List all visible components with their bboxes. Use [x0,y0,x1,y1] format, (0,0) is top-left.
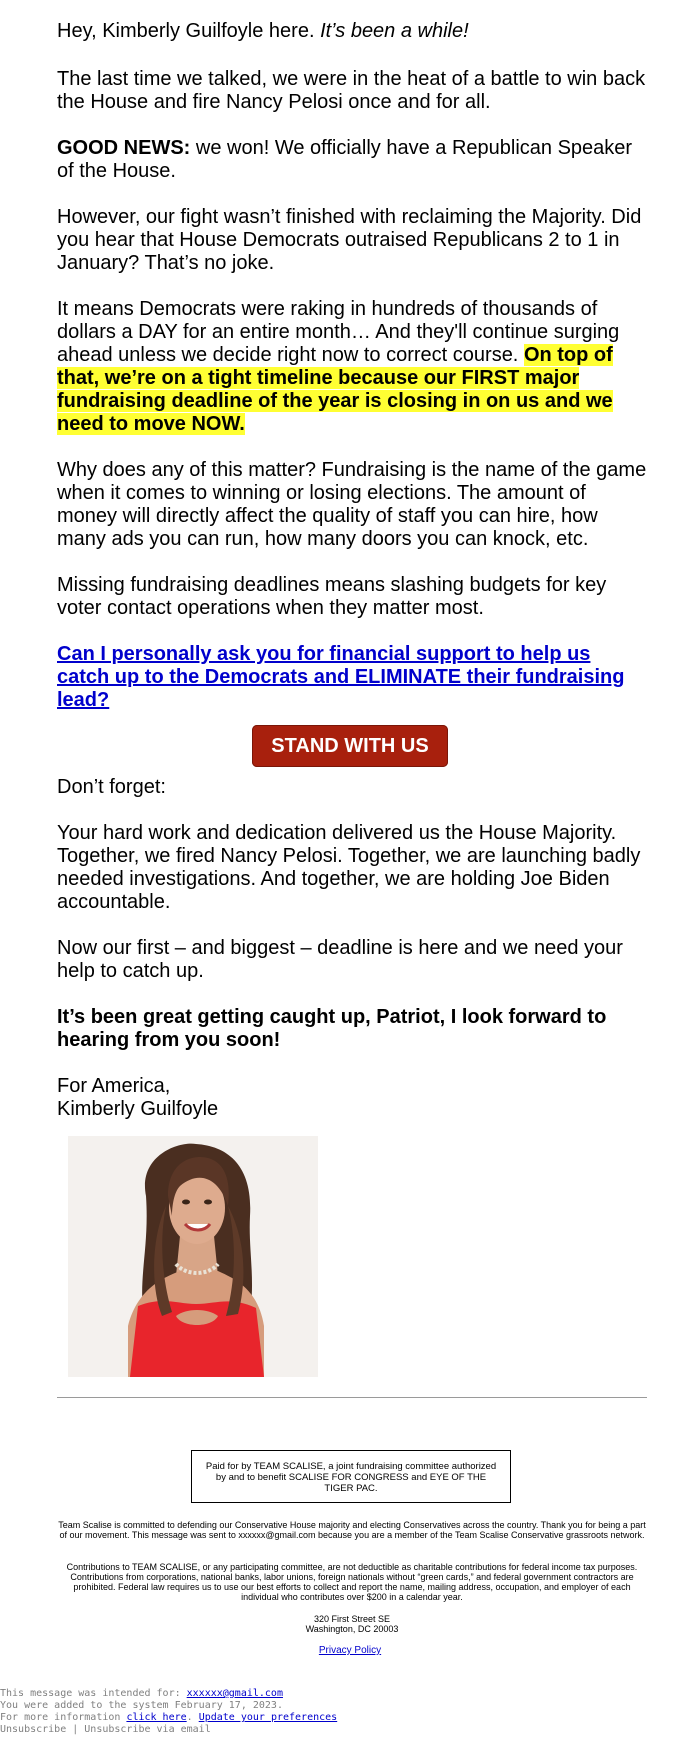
more-info-line [0,1712,337,1724]
address-line-2: Washington, DC 20003 [305,1624,399,1634]
stand-with-us-button[interactable]: STAND WITH US [252,725,448,767]
good-news-label: GOOD NEWS: [57,137,191,159]
privacy-policy-link[interactable]: Privacy Policy [318,1645,382,1656]
paragraph-missing-deadlines: Missing fundraising deadlines means slashing budgets for key voter contact operations when they matter most. [57,574,607,619]
intended-for-line [0,1688,337,1700]
paragraph-hard-work: Your hard work and dedication delivered us the House Majority. Together, we fired Nancy Pelosi. Together, we are launching badly needed investigations. And together, we are holding Joe Biden accountable. [57,822,641,913]
highlighted-deadline-text: On top of that, we’re on a tight timeline because our FIRST major fundraising deadline of the year is closing in on us and we need to move NOW. [57,344,613,435]
commitment-text: Team Scalise is committed to defending our Conservative House majority and electing Conservatives across the country. Thank you for being a part of our movement. This message was sent to xxxxxx@gmail.com because you are a member of the Team Scalise Conservative grassroots network. [58,1520,646,1540]
greeting-text: Hey, Kimberly Guilfoyle here. [57,20,321,42]
divider [57,1397,647,1398]
system-footer [0,1688,337,1736]
intended-label: This message was intended for: [0,1688,187,1699]
address-line-1: 320 First Street SE [313,1614,391,1624]
ask-paragraph [57,643,647,712]
signoff-line: For America, [57,1075,171,1097]
more-info-label: For more information [0,1712,127,1723]
paragraph-closing-bold: It’s been great getting caught up, Patriot, I look forward to hearing from you soon! [57,1006,607,1051]
paragraph-good-news [57,137,647,183]
deadline-text: It means Democrats were raking in hundreds of thousands of dollars a DAY for an entire month… And they'll continue surging ahead unless we decide right now to correct course. [57,298,620,366]
privacy-policy-row [0,1645,700,1656]
donate-ask-link[interactable]: Can I personally ask you for financial support to help us catch up to the Democrats and ELIMINATE their fundraising lead? [57,643,625,711]
paragraph-why-matter: Why does any of this matter? Fundraising is the name of the game when it comes to winning or losing elections. The amount of money will directly affect the quality of staff you can hire, how many ads you can run, how many doors you can knock, etc. [57,459,647,550]
paragraph-last-time: The last time we talked, we were in the heat of a battle to win back the House and fire Nancy Pelosi once and for all. [57,68,646,113]
update-preferences-link[interactable]: Update your preferences [198,1712,338,1723]
greeting-italic: It’s been a while! [320,20,469,42]
unsubscribe-line[interactable]: Unsubscribe | Unsubscribe via email [0,1724,211,1735]
recipient-email-link[interactable]: xxxxxx@gmail.com [186,1688,283,1699]
paragraph-dont-forget: Don’t forget: [57,776,166,798]
paragraph-outraised: However, our fight wasn’t finished with reclaiming the Majority. Did you hear that House Democrats outraised Republicans 2 to 1 in January? That’s no joke. [57,206,642,274]
greeting [57,20,647,43]
paragraph-first-deadline: Now our first – and biggest – deadline is here and we need your help to catch up. [57,937,623,982]
good-news-text: we won! We officially have a Republican Speaker of the House. [57,137,633,182]
signature-name: Kimberly Guilfoyle [57,1098,219,1120]
signer-photo [68,1136,318,1377]
separator: . [186,1712,199,1723]
added-date-line: You were added to the system February 17, 2023. [0,1700,283,1711]
click-here-link[interactable]: click here [126,1712,187,1723]
contributions-disclaimer: Contributions to TEAM SCALISE, or any participating committee, are not deductible as charitable contributions for federal income tax purposes. Contributions from corporations, national banks, labor unions, foreign nationals without “green cards,” and federal government contractors are prohibited. Federal law requires us to use our best efforts to collect and report the name, mailing address, occupation, and employer of each individual who contributes over $200 in a calendar year. [66,1562,638,1602]
paragraph-deadline [57,298,647,436]
portrait-illustration [68,1136,318,1377]
paid-for-disclaimer: Paid for by TEAM SCALISE, a joint fundraising committee authorized by and to benefit SCALISE FOR CONGRESS and EYE OF THE TIGER PAC. [191,1450,511,1503]
